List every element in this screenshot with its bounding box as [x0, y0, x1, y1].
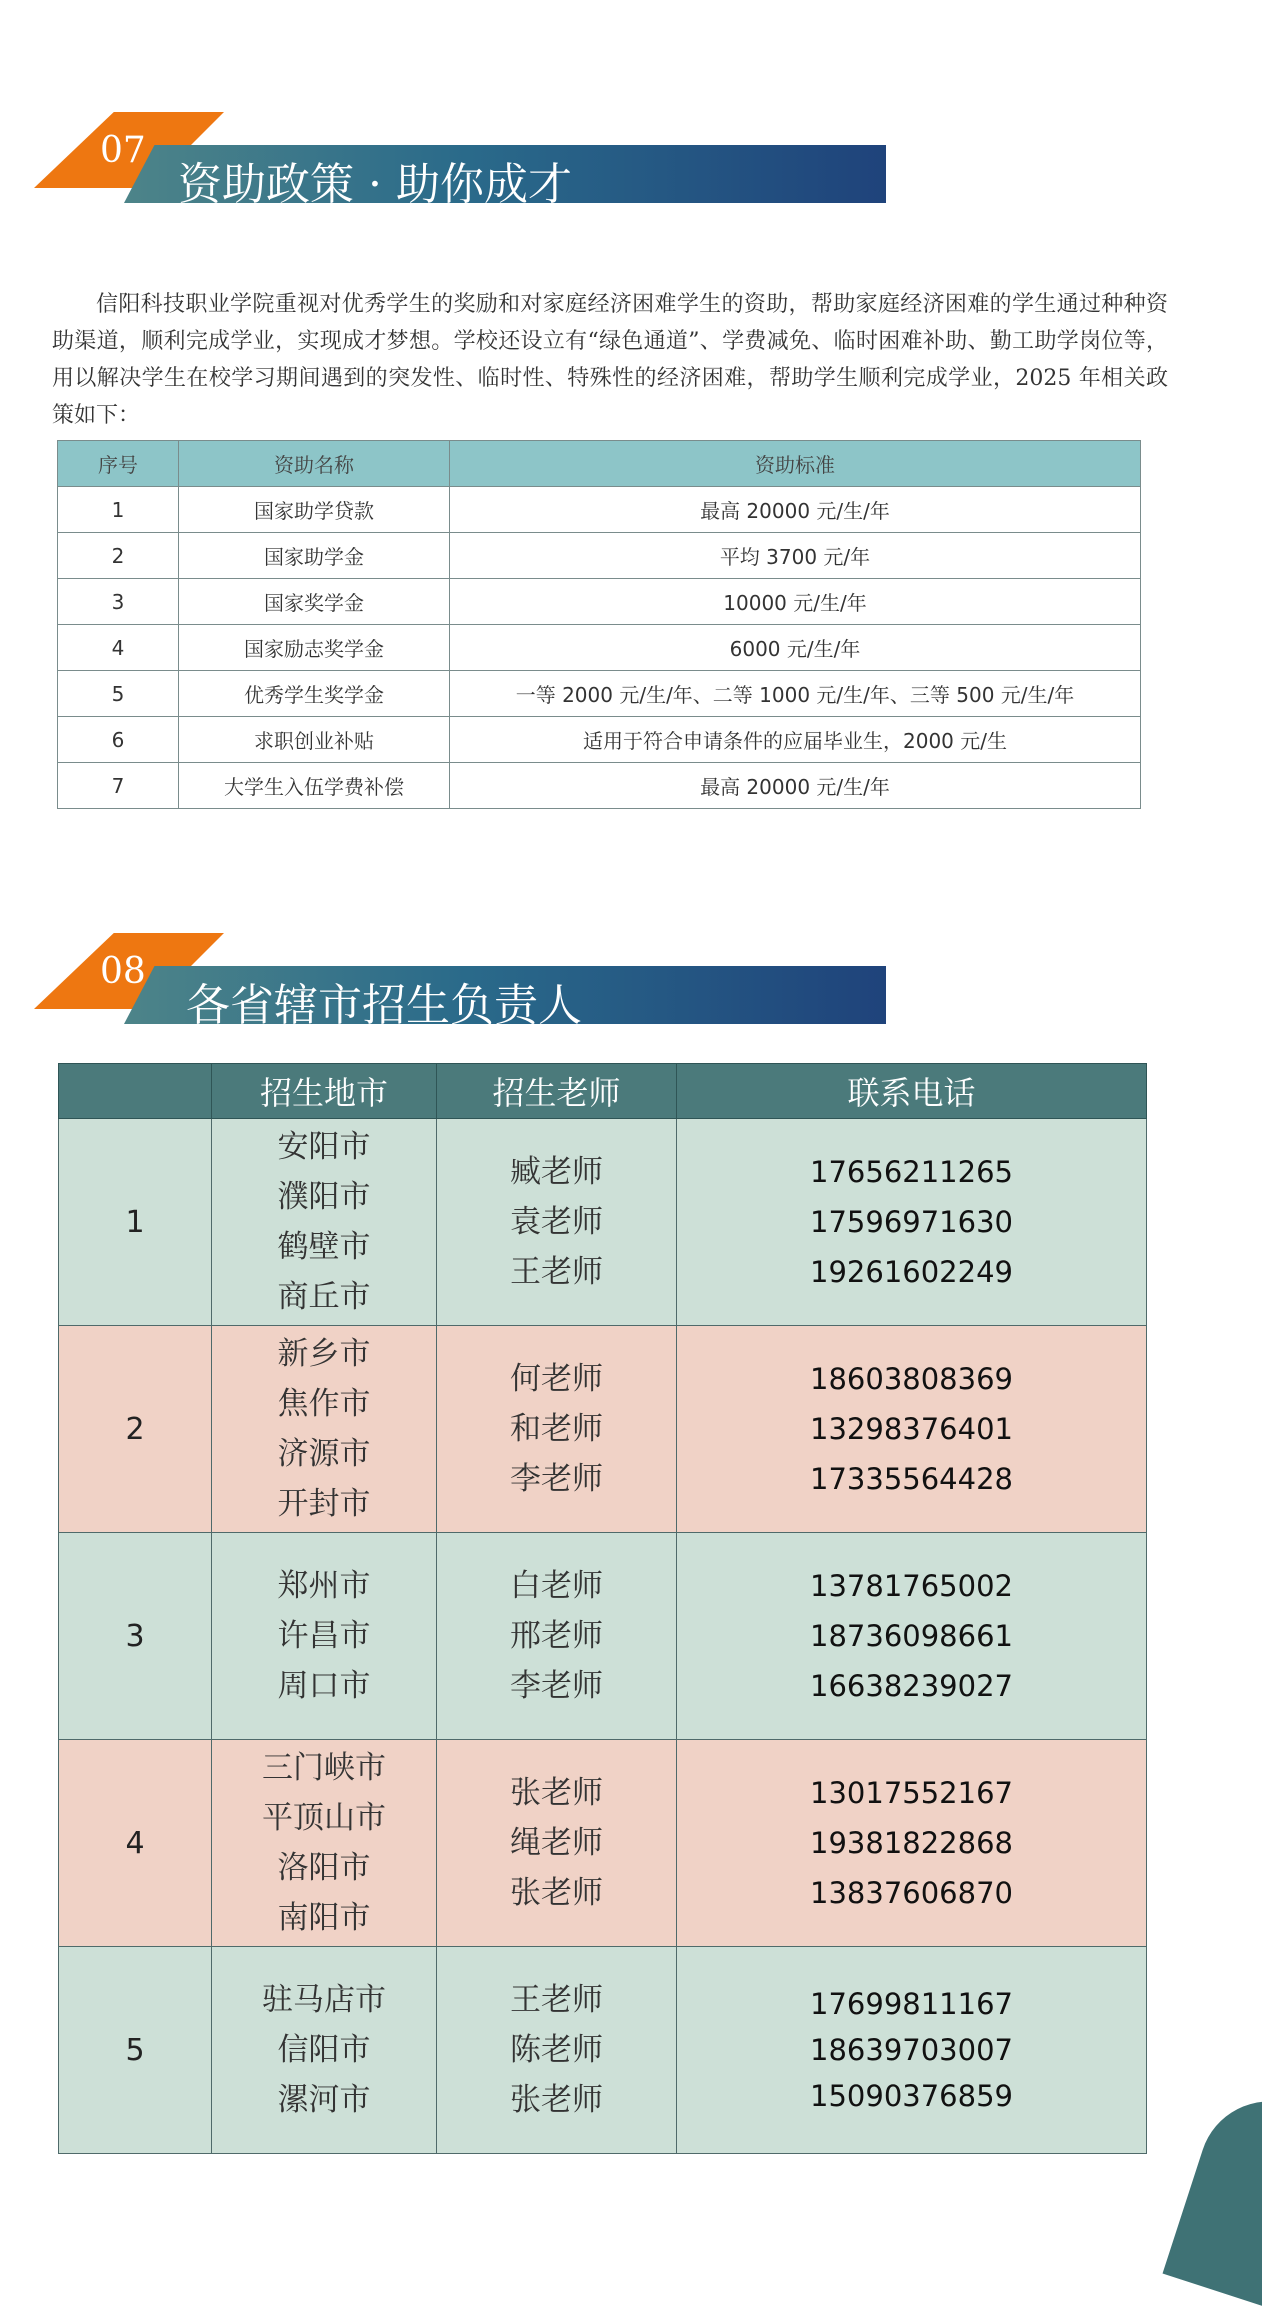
section-07-header [0, 112, 900, 212]
row-number: 5 [58, 671, 179, 717]
row-number: 4 [59, 1740, 212, 1947]
city-name: 三门峡市 [262, 1750, 386, 1786]
teacher-list [437, 1119, 677, 1326]
aid-standard: 最高 20000 元/生/年 [450, 487, 1141, 533]
table-row [58, 625, 1141, 671]
table-row [58, 533, 1141, 579]
phone-number: 13781765002 [810, 1569, 1013, 1603]
aid-standard: 最高 20000 元/生/年 [450, 763, 1141, 809]
teacher-name: 王老师 [510, 1254, 603, 1290]
aid-standard: 适用于符合申请条件的应届毕业生，2000 元/生 [450, 717, 1141, 763]
table-row [59, 1947, 1147, 2154]
city-list [212, 1326, 437, 1533]
enrollment-contacts-table [58, 1063, 1147, 2154]
aid-policy-table [57, 440, 1141, 809]
city-name: 信阳市 [277, 2032, 371, 2068]
teacher-name: 和老师 [510, 1411, 603, 1447]
teacher-name: 袁老师 [510, 1204, 603, 1240]
table-row [58, 763, 1141, 809]
row-number: 7 [58, 763, 179, 809]
aid-standard: 平均 3700 元/年 [450, 533, 1141, 579]
city-name: 驻马店市 [262, 1982, 386, 2018]
column-header: 招生地市 [212, 1064, 437, 1119]
teacher-name: 邢老师 [510, 1618, 603, 1654]
row-number: 1 [59, 1119, 212, 1326]
aid-standard: 10000 元/生/年 [450, 579, 1141, 625]
section-number: 07 [100, 130, 146, 171]
table-header-row [58, 441, 1141, 487]
aid-name: 国家励志奖学金 [179, 625, 450, 671]
table-row [59, 1740, 1147, 1947]
decorative-corner-shape [1163, 2083, 1262, 2316]
table-row [58, 579, 1141, 625]
teacher-list [437, 1740, 677, 1947]
phone-number: 18603808369 [810, 1362, 1013, 1396]
phone-number: 13298376401 [810, 1412, 1013, 1446]
phone-number: 16638239027 [810, 1669, 1013, 1703]
column-header: 资助名称 [179, 441, 450, 487]
city-name: 郑州市 [277, 1568, 371, 1604]
teacher-name: 何老师 [510, 1361, 603, 1397]
phone-list [677, 1326, 1147, 1533]
aid-name: 优秀学生奖学金 [179, 671, 450, 717]
column-header: 资助标准 [450, 441, 1141, 487]
row-number: 2 [58, 533, 179, 579]
phone-number: 17699811167 [810, 1987, 1013, 2021]
table-header-row [59, 1064, 1147, 1119]
aid-name: 国家助学金 [179, 533, 450, 579]
city-name: 焦作市 [277, 1386, 371, 1422]
teacher-name: 张老师 [510, 1775, 603, 1811]
city-name: 洛阳市 [277, 1850, 371, 1886]
row-number: 3 [58, 579, 179, 625]
phone-number: 17656211265 [810, 1155, 1013, 1189]
row-number: 6 [58, 717, 179, 763]
section-title: 资助政策 · 助你成才 [178, 159, 572, 210]
aid-name: 大学生入伍学费补偿 [179, 763, 450, 809]
city-name: 濮阳市 [277, 1179, 371, 1215]
city-name: 商丘市 [277, 1279, 371, 1315]
teacher-list [437, 1947, 677, 2154]
aid-name: 国家助学贷款 [179, 487, 450, 533]
table-row [58, 671, 1141, 717]
aid-standard: 6000 元/生/年 [450, 625, 1141, 671]
table-row [58, 487, 1141, 533]
teacher-name: 陈老师 [510, 2032, 603, 2068]
city-name: 鹤壁市 [277, 1229, 371, 1265]
teacher-name: 张老师 [510, 2082, 603, 2118]
teacher-list [437, 1533, 677, 1740]
teacher-name: 王老师 [510, 1982, 603, 2018]
city-list [212, 1119, 437, 1326]
city-name: 开封市 [277, 1486, 371, 1522]
phone-number: 19261602249 [810, 1255, 1013, 1289]
phone-list [677, 1119, 1147, 1326]
column-header: 招生老师 [437, 1064, 677, 1119]
aid-name: 国家奖学金 [179, 579, 450, 625]
aid-name: 求职创业补贴 [179, 717, 450, 763]
city-name: 漯河市 [277, 2082, 371, 2118]
column-header [59, 1064, 212, 1119]
city-name: 安阳市 [277, 1129, 371, 1165]
phone-list [677, 1947, 1147, 2154]
row-number: 4 [58, 625, 179, 671]
row-number: 5 [59, 1947, 212, 2154]
row-number: 1 [58, 487, 179, 533]
city-list [212, 1947, 437, 2154]
phone-number: 17335564428 [810, 1462, 1013, 1496]
teacher-name: 臧老师 [510, 1154, 603, 1190]
teacher-name: 绳老师 [510, 1825, 603, 1861]
phone-number: 13837606870 [810, 1876, 1013, 1910]
phone-number: 19381822868 [810, 1826, 1013, 1860]
city-list [212, 1533, 437, 1740]
row-number: 2 [59, 1326, 212, 1533]
teacher-name: 李老师 [510, 1461, 603, 1497]
city-name: 南阳市 [277, 1900, 371, 1936]
table-row [58, 717, 1141, 763]
city-name: 新乡市 [277, 1336, 371, 1372]
aid-standard: 一等 2000 元/生/年、二等 1000 元/生/年、三等 500 元/生/年 [450, 671, 1141, 717]
city-list [212, 1740, 437, 1947]
column-header: 序号 [58, 441, 179, 487]
table-row [59, 1326, 1147, 1533]
city-name: 许昌市 [277, 1618, 371, 1654]
phone-number: 17596971630 [810, 1205, 1013, 1239]
column-header: 联系电话 [677, 1064, 1147, 1119]
intro-paragraph: 信阳科技职业学院重视对优秀学生的奖励和对家庭经济困难学生的资助，帮助家庭经济困难的学生通过种种资助渠道，顺利完成学业，实现成才梦想。学校还设立有“绿色通道”、学费减免、临时困难补助、勤工助学岗位等，用以解决学生在校学习期间遇到的突发性、临时性、特殊性的经济困难，帮助学生顺利完成学业，2025 年相关政策如下： [52, 292, 1168, 428]
table-row [59, 1119, 1147, 1326]
city-name: 周口市 [277, 1668, 371, 1704]
teacher-list [437, 1326, 677, 1533]
section-number: 08 [100, 951, 146, 992]
section-title: 各省辖市招生负责人 [186, 980, 582, 1031]
row-number: 3 [59, 1533, 212, 1740]
phone-number: 15090376859 [810, 2079, 1013, 2113]
city-name: 济源市 [277, 1436, 371, 1472]
section-08-header [0, 933, 900, 1033]
phone-number: 18639703007 [810, 2033, 1013, 2067]
teacher-name: 李老师 [510, 1668, 603, 1704]
teacher-name: 张老师 [510, 1875, 603, 1911]
table-row [59, 1533, 1147, 1740]
city-name: 平顶山市 [262, 1800, 386, 1836]
phone-list [677, 1533, 1147, 1740]
phone-list [677, 1740, 1147, 1947]
phone-number: 18736098661 [810, 1619, 1013, 1653]
phone-number: 13017552167 [810, 1776, 1013, 1810]
teacher-name: 白老师 [510, 1568, 603, 1604]
